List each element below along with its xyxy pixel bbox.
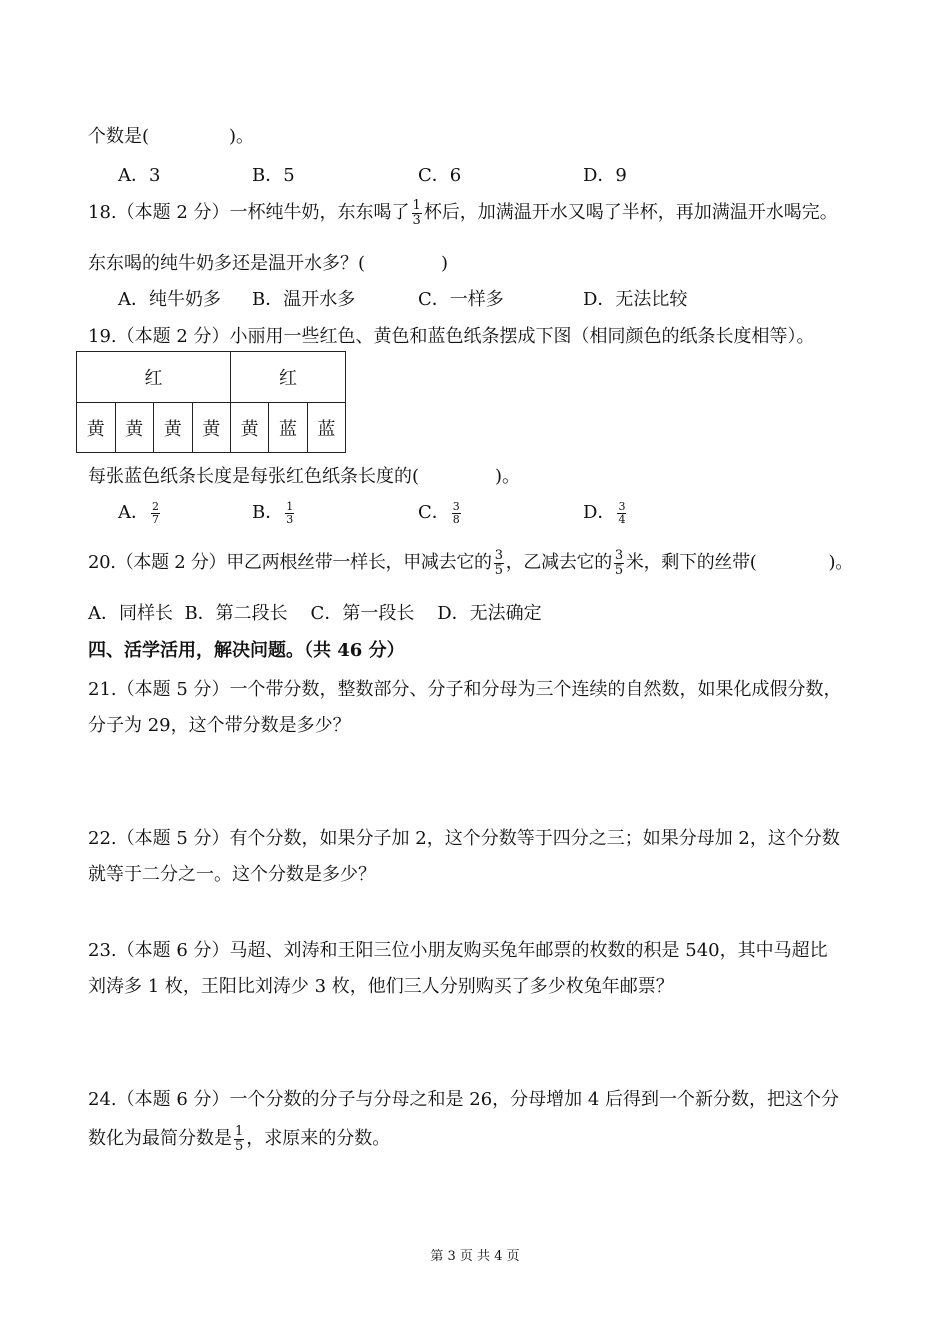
q19-question (88, 462, 520, 488)
q17-option-b: B．5 (252, 165, 295, 186)
q24-line2: 数化为最简分数是 $\frac{1}{5}$ ，求原来的分数。 (88, 1123, 391, 1154)
q18-close: ) (441, 253, 449, 274)
section-heading: 四、活学活用，解决问题。（共 46 分） (88, 640, 405, 661)
q18-rest: 杯后，加满温开水又喝了半杯，再加满温开水喝完。 (423, 202, 838, 223)
q18-fraction: $\frac{1}{3}$ (412, 197, 421, 228)
q19-stem: 19.（本题 2 分）小丽用一些红色、黄色和蓝色纸条摆成下图（相同颜色的纸条长度相等）。 (88, 326, 815, 347)
q18-option-c: C．一样多 (418, 289, 504, 310)
q22-line2: 就等于二分之一。这个分数是多少？ (88, 864, 376, 885)
q23-line2: 刘涛多 1 枚，王阳比刘涛少 3 枚，他们三人分别购买了多少枚兔年邮票？ (88, 976, 674, 997)
q21-line2: 分子为 29，这个带分数是多少？ (88, 715, 351, 736)
q19-question-text: 每张蓝色纸条长度是每张红色纸条长度的( (88, 466, 420, 487)
q18-option-b: B．温开水多 (252, 289, 356, 310)
blue-strip: 蓝 (307, 403, 345, 453)
q17-close: )。 (229, 126, 255, 147)
yellow-strip: 黄 (77, 403, 116, 453)
q17-option-a: A．3 (118, 165, 161, 186)
q17-option-c: C．6 (418, 165, 462, 186)
q18-stem (88, 198, 838, 228)
q19-option-d: D． $\frac{3}{4}$ (583, 499, 626, 526)
q24-fraction: $\frac{1}{5}$ (235, 1123, 244, 1154)
q20-options: A．同样长 B．第二段长 C．第一段长 D．无法确定 (88, 603, 542, 624)
q20-fraction-1: $\frac{3}{5}$ (494, 547, 503, 578)
q19-option-c: C． $\frac{3}{8}$ (418, 499, 460, 526)
q17-option-d: D．9 (583, 165, 627, 186)
yellow-strip: 黄 (192, 403, 231, 453)
red-strip: 红 (77, 352, 231, 403)
red-strip: 红 (231, 352, 346, 403)
q23-line1: 23.（本题 6 分）马超、刘涛和王阳三位小朋友购买兔年邮票的枚数的积是 540，其中马超比 (88, 940, 828, 961)
q19-option-b: B． $\frac{1}{3}$ (252, 499, 294, 526)
q18-option-a: A．纯牛奶多 (118, 289, 221, 310)
q22-line1: 22.（本题 5 分）有个分数，如果分子加 2，这个分数等于四分之三；如果分母加 2，这个分数 (88, 828, 840, 849)
yellow-strip: 黄 (115, 403, 154, 453)
q18-question (88, 249, 448, 275)
q20-stem: 20.（本题 2 分）甲乙两根丝带一样长，甲减去它的 $\frac{3}{5}$ ，乙减去它的 $\frac{3}{5}$ 米，剩下的丝带( )。 (88, 547, 853, 578)
q18-option-d: D．无法比较 (583, 289, 688, 310)
q19-close: )。 (495, 466, 521, 487)
yellow-strip: 黄 (154, 403, 193, 453)
paper-strip-diagram (76, 351, 346, 453)
q17-text: 个数是( (88, 126, 150, 147)
q18-lead: 18.（本题 2 分）一杯纯牛奶，东东喝了 (88, 202, 410, 223)
q21-line1: 21.（本题 5 分）一个带分数，整数部分、分子和分母为三个连续的自然数，如果化成假分数， (88, 679, 842, 700)
yellow-strip: 黄 (231, 403, 269, 453)
page-footer: 第 3 页 共 4 页 (430, 1249, 520, 1264)
q18-line2: 东东喝的纯牛奶多还是温开水多？( (88, 253, 366, 274)
q20-fraction-2: $\frac{3}{5}$ (614, 547, 623, 578)
q17-answer-line (88, 122, 254, 148)
blue-strip: 蓝 (269, 403, 307, 453)
q19-option-a: A． $\frac{2}{7}$ (118, 499, 159, 526)
q24-line1: 24.（本题 6 分）一个分数的分子与分母之和是 26，分母增加 4 后得到一个新分数，把这个分 (88, 1089, 840, 1110)
